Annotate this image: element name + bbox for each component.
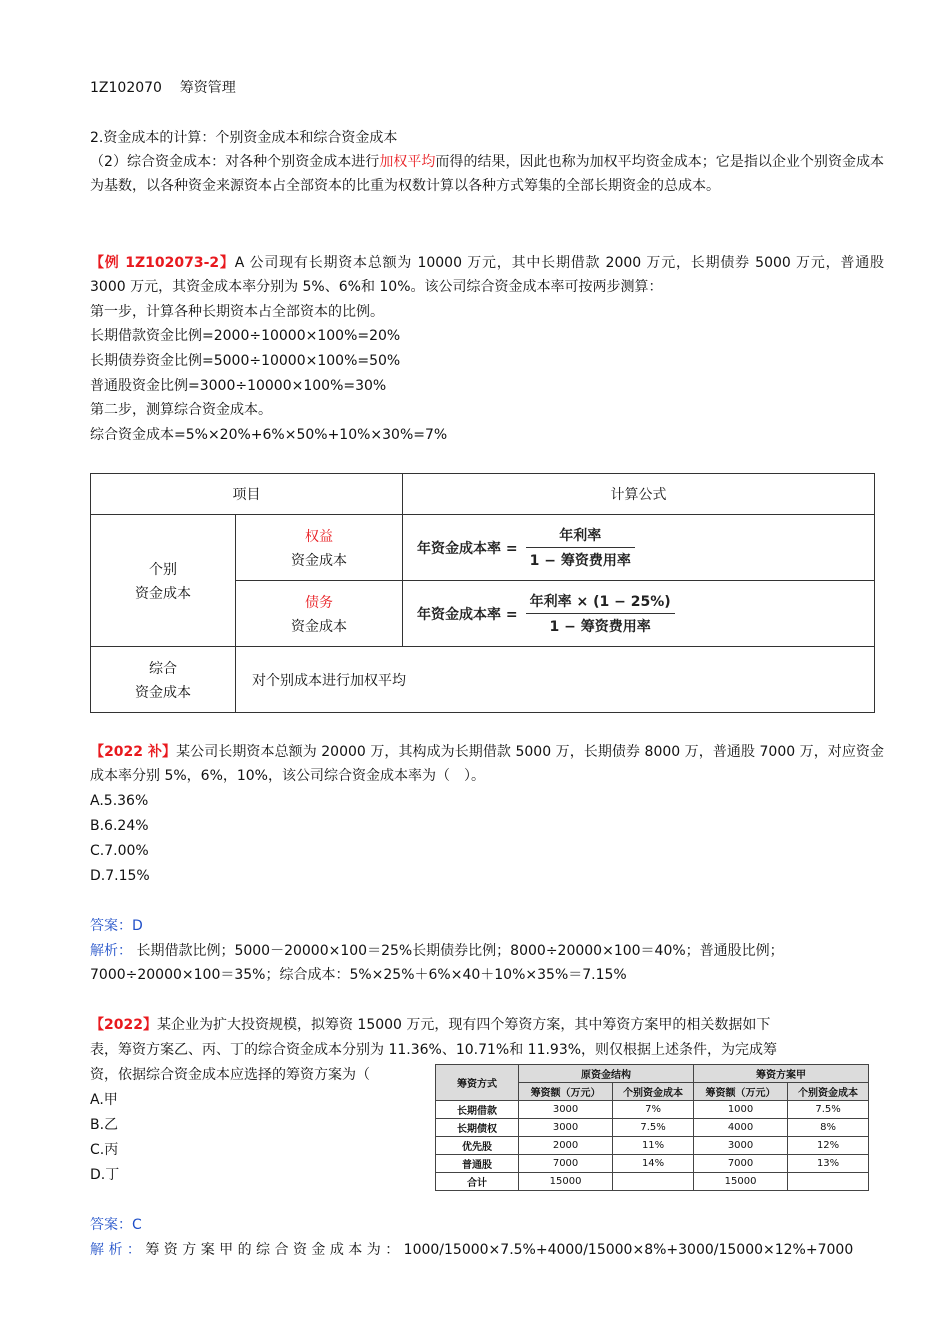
plan-cell: 7% <box>613 1101 694 1119</box>
q2-tag: 【2022】 <box>90 1017 157 1033</box>
q1-analysis-line <box>90 940 784 962</box>
plan-cell: 15000 <box>519 1173 613 1191</box>
q2-analysis-label: 解 析 ： <box>90 1242 141 1258</box>
plan-head-amount: 筹资额（万元） <box>519 1083 613 1101</box>
plan-head-original: 原资金结构 <box>519 1065 694 1083</box>
q2-option: C.丙 <box>90 1142 119 1158</box>
q1-analysis-line-2: 7000÷20000×100＝35%；综合成本：5%×25%＋6%×40＋10%×35%＝7.15% <box>90 967 627 983</box>
q1-option: B.6.24% <box>90 818 149 834</box>
plan-cell: 长期债权 <box>436 1119 519 1137</box>
example1-line: 普通股资金比例=3000÷10000×100%=30% <box>90 378 387 394</box>
plan-cell <box>788 1173 869 1191</box>
equity-fraction <box>526 525 635 570</box>
plan-head-plan: 筹资方案甲 <box>693 1065 868 1083</box>
q1-option: A.5.36% <box>90 793 149 809</box>
table-row <box>436 1173 869 1191</box>
plan-cell: 8% <box>788 1119 869 1137</box>
plan-cell: 3000 <box>693 1137 787 1155</box>
plan-head-cost: 个别资金成本 <box>613 1083 694 1101</box>
formula-lhs: 年资金成本率 = <box>417 540 518 557</box>
debt-denominator: 1 − 筹资费用率 <box>549 619 651 635</box>
para-rest: 而得的结果，因此也称为加权平均资金成本；它是指以企业个别资金成本为基数，以各种资金来源资本占全部资本的比重为权数计算以各种方式筹集的全部长期资金的总成本。 <box>90 154 885 194</box>
equity-cost-cell <box>236 515 403 581</box>
q1-text: 某公司长期资本总额为 20000 万，其构成为长期借款 5000 万，长期债券 8000 万，普通股 7000 万，对应资金成本率分别 5%，6%，10%，该公司综合资金成本率为（ ）。 <box>90 744 884 784</box>
plan-cell: 4000 <box>693 1119 787 1137</box>
plan-cell <box>613 1173 694 1191</box>
chapter-header <box>90 77 236 99</box>
plan-cell: 12% <box>788 1137 869 1155</box>
q2-text-1: 某企业为扩大投资规模，拟筹资 15000 万元，现有四个筹资方案，其中筹资方案甲的相关数据如下 <box>156 1017 771 1033</box>
plan-cell: 1000 <box>693 1101 787 1119</box>
composite-label-2: 资金成本 <box>135 684 191 701</box>
example1-line: 长期借款资金比例=2000÷10000×100%=20% <box>90 328 401 344</box>
individual-cost-cell <box>91 515 236 647</box>
plan-cell: 3000 <box>519 1101 613 1119</box>
individual-label-1: 个别 <box>149 561 177 578</box>
example1-line: 综合资金成本=5%×20%+6%×50%+10%×30%=7% <box>90 427 448 443</box>
plan-cell: 普通股 <box>436 1155 519 1173</box>
example1-line: 第二步，测算综合资金成本。 <box>90 402 272 418</box>
composite-label-1: 综合 <box>149 660 177 677</box>
composite-cost-cell <box>91 647 236 713</box>
plan-cell: 优先股 <box>436 1137 519 1155</box>
plan-cell: 13% <box>788 1155 869 1173</box>
example1-line: 长期债券资金比例=5000÷10000×100%=50% <box>90 353 401 369</box>
section-heading: 2.资金成本的计算：个别资金成本和综合资金成本 <box>90 130 398 146</box>
plan-head-cost: 个别资金成本 <box>788 1083 869 1101</box>
q1-paragraph <box>90 740 884 788</box>
plan-cell: 11% <box>613 1137 694 1155</box>
equity-formula-cell <box>403 515 875 581</box>
section-paragraph <box>90 150 884 198</box>
para-highlight: 加权平均 <box>379 154 436 170</box>
plan-cell: 7.5% <box>788 1101 869 1119</box>
plan-cell: 15000 <box>693 1173 787 1191</box>
debt-formula-cell <box>403 581 875 647</box>
table-head-item: 项目 <box>91 474 403 515</box>
example1-text: A 公司现有长期资本总额为 10000 万元，其中长期借款 2000 万元，长期债券 5000 万元，普通股 3000 万元，其资金成本率分别为 5%、6%和 10%。该公司综合资金成本率可按两步测算： <box>90 255 884 295</box>
q2-analysis-line <box>90 1239 853 1261</box>
equity-label: 权益 <box>305 528 333 545</box>
plan-cell: 7.5% <box>613 1119 694 1137</box>
q2-option: D.丁 <box>90 1167 120 1183</box>
table-row <box>436 1101 869 1119</box>
plan-cell: 7000 <box>519 1155 613 1173</box>
debt-formula <box>403 591 874 636</box>
plan-cell: 合计 <box>436 1173 519 1191</box>
q1-analysis-label: 解析： <box>90 943 132 959</box>
table-row <box>436 1137 869 1155</box>
individual-label-2: 资金成本 <box>135 585 191 602</box>
formula-lhs: 年资金成本率 = <box>417 606 518 623</box>
q1-answer: 答案：D <box>90 918 143 934</box>
q1-option: C.7.00% <box>90 843 149 859</box>
q2-option: A.甲 <box>90 1092 118 1108</box>
plan-head-amount: 筹资额（万元） <box>693 1083 787 1101</box>
plan-cell: 2000 <box>519 1137 613 1155</box>
debt-cost-cell <box>236 581 403 647</box>
q2-answer: 答案：C <box>90 1217 142 1233</box>
equity-denominator: 1 − 筹资费用率 <box>529 553 631 569</box>
example1-paragraph <box>90 251 884 299</box>
debt-fraction <box>526 591 675 636</box>
para-prefix: （2）综合资金成本：对各种个别资金成本进行 <box>90 154 380 170</box>
financing-plan-table <box>435 1064 869 1191</box>
equity-formula <box>403 525 874 570</box>
chapter-title: 筹资管理 <box>179 80 236 96</box>
q2-analysis-formula: 1000/15000×7.5%+4000/15000×8%+3000/15000×12%+7000 <box>403 1242 854 1258</box>
example1-line: 第一步，计算各种长期资本占全部资本的比例。 <box>90 304 384 320</box>
chapter-code: 1Z102070 <box>90 80 162 96</box>
cost-formula-table <box>90 473 875 713</box>
plan-cell: 3000 <box>519 1119 613 1137</box>
plan-cell: 长期借款 <box>436 1101 519 1119</box>
q2-analysis-text: 筹 资 方 案 甲 的 综 合 资 金 成 本 为 ： <box>145 1242 400 1258</box>
equity-sub-label: 资金成本 <box>291 552 347 569</box>
table-row <box>436 1155 869 1173</box>
debt-numerator: 年利率 × (1 − 25%) <box>529 594 671 610</box>
q1-analysis-text: 长期借款比例；5000－20000×100＝25%长期债券比例；8000÷20000×100＝40%；普通股比例； <box>136 943 784 959</box>
plan-cell: 14% <box>613 1155 694 1173</box>
q2-line-3: 资，依据综合资金成本应选择的筹资方案为（ <box>90 1067 370 1083</box>
q1-option: D.7.15% <box>90 868 150 884</box>
debt-sub-label: 资金成本 <box>291 618 347 635</box>
plan-head-method: 筹资方式 <box>436 1065 519 1101</box>
plan-cell: 7000 <box>693 1155 787 1173</box>
composite-desc-cell: 对个别成本进行加权平均 <box>236 647 875 713</box>
equity-numerator: 年利率 <box>559 528 602 544</box>
table-row <box>436 1119 869 1137</box>
debt-label: 债务 <box>305 594 333 611</box>
table-head-formula: 计算公式 <box>403 474 875 515</box>
q2-line-1 <box>90 1014 770 1036</box>
example1-tag: 【例 1Z102073-2】 <box>90 255 235 271</box>
q2-option: B.乙 <box>90 1117 119 1133</box>
q1-tag: 【2022 补】 <box>90 744 177 760</box>
q2-line-2: 表，筹资方案乙、丙、丁的综合资金成本分别为 11.36%、10.71%和 11.93%，则仅根据上述条件，为完成筹 <box>90 1042 778 1058</box>
